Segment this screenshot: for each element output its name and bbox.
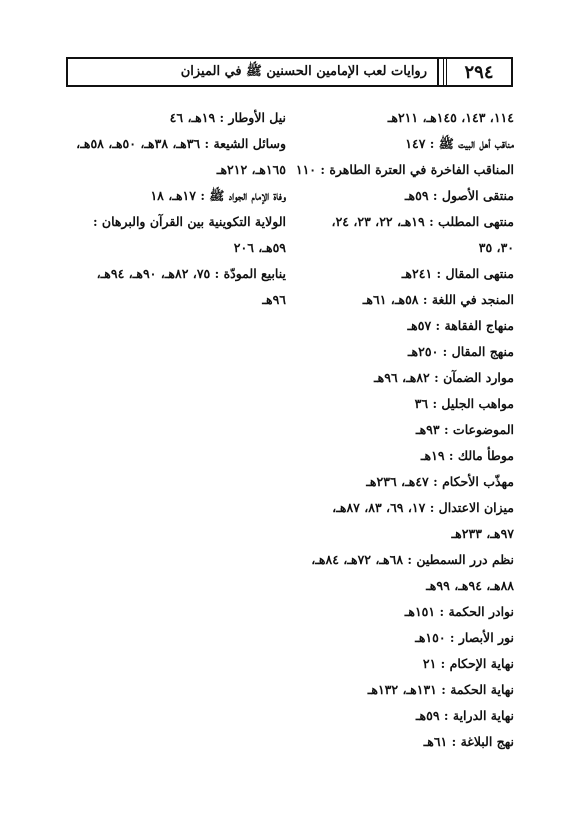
running-header xyxy=(66,57,513,87)
index-entry: منتقى الأصول : ٥٩هـ xyxy=(404,188,514,203)
index-entry: المناقب الفاخرة في العترة الطاهرة : ١١٠ xyxy=(295,162,514,177)
index-entry: وفاة الإمام الجواد ﷺ : ١٧هـ، ١٨ xyxy=(150,188,286,203)
header-title: روايات لعب الإمامين الحسنين ﷺ في الميزان xyxy=(180,63,427,79)
index-column-left xyxy=(66,105,286,313)
index-entry: الولاية التكوينية بين القرآن والبرهان : xyxy=(92,214,286,229)
index-entry: منهاج الفقاهة : ٥٧هـ xyxy=(407,318,514,333)
index-entry: ميزان الاعتدال : ١٧، ٦٩، ٨٣، ٨٧هـ، xyxy=(332,500,514,515)
index-column-right xyxy=(295,105,514,755)
index-entry-continuation: ٩٧هـ، ٢٣٣هـ xyxy=(451,526,514,541)
index-entry: نهاية الإحكام : ٢١ xyxy=(422,656,514,671)
index-entry-continuation: ١٦٥هـ، ٢١٢هـ xyxy=(216,162,286,177)
index-entry: منتهى المقال : ٢٤١هـ xyxy=(401,266,514,281)
index-entry: المنجد في اللغة : ٥٨هـ، ٦١هـ xyxy=(362,292,514,307)
index-entry: نوادر الحكمة : ١٥١هـ xyxy=(404,604,514,619)
index-entry: مناقب أهل البيت ﷺ : ١٤٧ xyxy=(405,136,514,151)
index-entry: الموضوعات : ٩٣هـ xyxy=(415,422,514,437)
index-entry: نور الأبصار : ١٥٠هـ xyxy=(415,630,514,645)
index-entry: نهج البلاغة : ٦١هـ xyxy=(423,734,514,749)
index-entry: مواهب الجليل : ٣٦ xyxy=(414,396,514,411)
index-entry-continuation: ٣٠، ٣٥ xyxy=(478,240,514,255)
index-entry: نهاية الحكمة : ١٣١هـ، ١٣٢هـ xyxy=(367,682,514,697)
index-entry: نظم درر السمطين : ٦٨هـ، ٧٢هـ، ٨٤هـ، xyxy=(311,552,514,567)
index-entry: ينابيع المودّة : ٧٥، ٨٢هـ، ٩٠هـ، ٩٤هـ، xyxy=(96,266,286,281)
index-entry-continuation: ٨٨هـ، ٩٤هـ، ٩٩هـ xyxy=(426,578,514,593)
index-entry: نهاية الدراية : ٥٩هـ xyxy=(415,708,514,723)
index-entry-continuation: ٩٦هـ xyxy=(262,292,286,307)
index-entry-continuation: ٥٩هـ، ٢٠٦ xyxy=(233,240,286,255)
header-divider xyxy=(437,59,443,85)
index-entry: منتهى المطلب : ١٩هـ، ٢٢، ٢٣، ٢٤، xyxy=(331,214,514,229)
index-entry: منهج المقال : ٢٥٠هـ xyxy=(407,344,514,359)
index-entry: موارد الضمآن : ٨٢هـ، ٩٦هـ xyxy=(373,370,514,385)
index-entry: موطأ مالك : ١٩هـ xyxy=(420,448,514,463)
index-entry: ١١٤، ١٤٣، ١٤٥هـ، ٢١١هـ xyxy=(387,110,514,125)
index-entry: مهذّب الأحكام : ٤٧هـ، ٢٣٦هـ xyxy=(366,474,514,489)
page-number: ٢٩٤ xyxy=(443,59,511,85)
index-entry: نيل الأوطار : ١٩هـ، ٤٦ xyxy=(169,110,286,125)
index-entry: وسائل الشيعة : ٣٦هـ، ٣٨هـ، ٥٠هـ، ٥٨هـ، xyxy=(76,136,286,151)
